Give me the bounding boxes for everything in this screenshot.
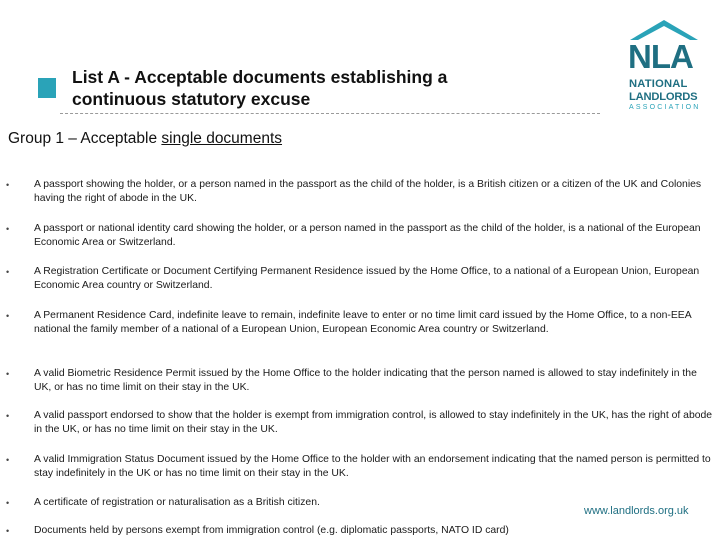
group-heading-underlined: single documents [161, 130, 283, 147]
list-item-text: A passport showing the holder, or a person named in the passport as the child of the holder, is a British citizen or a citizen of the UK and Colonies having the right of abode in the UK. [34, 179, 702, 205]
logo-line-2: LANDLORDS [629, 91, 698, 103]
title-divider [60, 113, 600, 114]
bullet-icon: • [6, 267, 10, 277]
bullet-icon: • [6, 411, 10, 421]
bullet-icon: • [6, 498, 10, 508]
bullet-icon: • [6, 311, 10, 321]
group-heading [8, 130, 282, 148]
list-item-text: A valid Biometric Residence Permit issued by the Home Office to the holder indicating that the person named is allowed to stay indefinitely in the UK, or has no time limit on their stay in the UK. [34, 368, 697, 394]
bullet-icon: • [6, 455, 10, 465]
website-url: www.landlords.org.uk [584, 505, 689, 517]
logo-line-3: ASSOCIATION [629, 104, 701, 111]
list-item-text: A passport or national identity card showing the holder, or a person named in the passport as the child of the holder, is a national of the European Economic Area or Switzerland. [34, 223, 701, 249]
page-title-line-2: continuous statutory excuse [72, 89, 311, 109]
title-square-icon [38, 78, 56, 98]
bullet-icon: • [6, 180, 10, 190]
bullet-icon: • [6, 369, 10, 379]
logo-abbr: NLA [628, 38, 693, 75]
bullet-icon: • [6, 224, 10, 234]
list-item-text: A certificate of registration or naturalisation as a British citizen. [34, 497, 320, 508]
list-item-text: A valid Immigration Status Document issued by the Home Office to the holder with an endorsement indicating that the named person is permitted to stay indefinitely in the UK or has no time limit on their stay in the UK. [34, 454, 711, 480]
list-item-text: A valid passport endorsed to show that the holder is exempt from immigration control, is allowed to stay indefinitely in the UK, has the right of abode in the UK, or has no time limit on their stay in the UK. [34, 410, 713, 436]
list-item-text: A Registration Certificate or Document Certifying Permanent Residence issued by the Home Office, to a national of a European Union, European Economic Area country or Switzerland. [34, 266, 700, 292]
nla-logo [624, 16, 704, 120]
logo-line-1: NATIONAL [629, 78, 688, 90]
list-item-text: Documents held by persons exempt from immigration control (e.g. diplomatic passports, NATO ID card) [34, 525, 509, 536]
page-title-line-1: List A - Acceptable documents establishing a [72, 67, 448, 87]
bullet-icon: • [6, 526, 10, 536]
page-title [72, 66, 572, 110]
list-item-text: A Permanent Residence Card, indefinite leave to remain, indefinite leave to enter or no time limit card issued by the Home Office, to a non-EEA national the family member of a national of a European Union, European Economic Area country or Switzerland. [34, 310, 692, 336]
group-heading-prefix: Group 1 – Acceptable [8, 130, 162, 147]
